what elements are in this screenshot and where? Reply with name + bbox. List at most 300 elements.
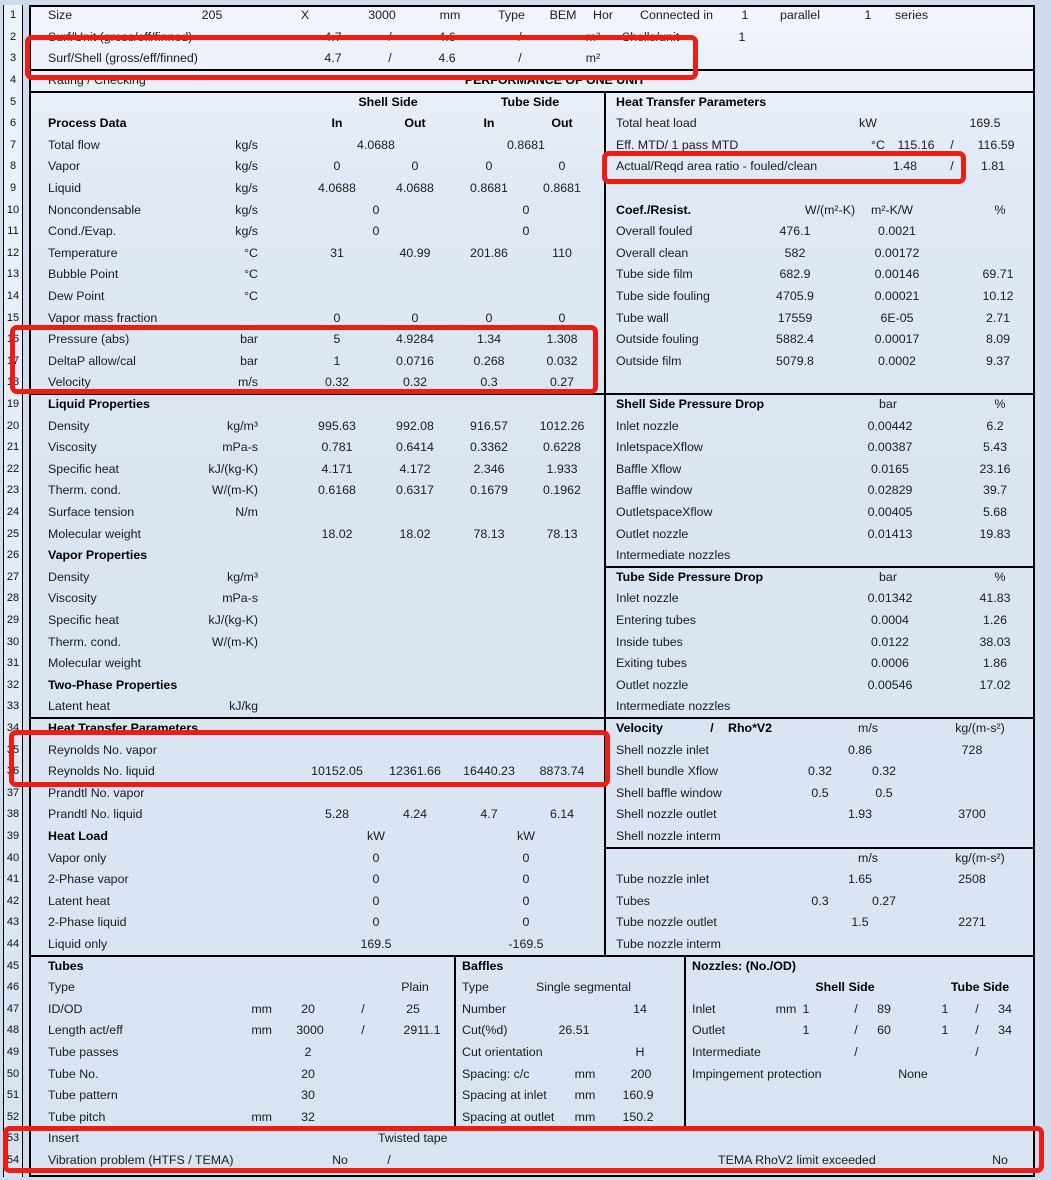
process-left-r10-cell-0: Noncondensable: [48, 202, 142, 217]
row-number-46: 46: [6, 981, 20, 994]
process-left-r38-cell-0: Prandtl No. liquid: [48, 807, 143, 822]
process-left-r20-cell-3: 992.08: [396, 418, 434, 433]
process-left-r23-cell-1: W/(m-K): [211, 483, 258, 498]
process-left-r9-cell-1: kg/s: [235, 181, 258, 195]
process-left-r17-cell-3: 0.0716: [396, 353, 434, 368]
process-left-r14-cell-1: °C: [244, 289, 258, 303]
htp-right-r43-cell-1: 1.5: [851, 915, 869, 930]
row-number-16: 16: [6, 333, 20, 346]
process-left-r36-cell-3: 16440.23: [463, 764, 515, 779]
process-left-r43-cell-0: 2-Phase liquid: [48, 915, 127, 930]
nozzles-r49-cell-2: /: [975, 1045, 979, 1059]
htp-right-r13-cell-0: Tube side film: [616, 267, 693, 282]
process-left-r7-cell-0: Total flow: [48, 137, 100, 152]
bottom-r54-cell-0: Vibration problem (HTFS / TEMA): [48, 1153, 234, 1167]
baffles-r50-cell-0: Spacing: c/c: [462, 1066, 530, 1081]
baffles-r46-cell-1: Single segmental: [536, 980, 632, 995]
process-left-r27-cell-1: kg/m³: [227, 569, 258, 584]
process-left-r10-cell-2: 0: [372, 202, 380, 217]
htp-right-r34-cell-2: Rho*V2: [728, 721, 773, 735]
tubes-r47-cell-2: 20: [301, 1001, 315, 1016]
htp-right-r20-cell-0: Inlet nozzle: [616, 418, 679, 433]
htp-right-r32-cell-0: Outlet nozzle: [616, 677, 689, 692]
baffles-r50-cell-2: 200: [630, 1066, 652, 1081]
process-left-r27-cell-0: Density: [48, 569, 90, 584]
htp-right-r19-cell-1: bar: [879, 397, 897, 411]
row-number-11: 11: [7, 225, 19, 238]
htp-right-r32-cell-1: 0.00546: [867, 677, 913, 692]
process-left-r41-cell-0: 2-Phase vapor: [48, 872, 129, 887]
nozzles-r48-cell-5: /: [975, 1023, 979, 1038]
process-left-r36-cell-0: Reynolds No. liquid: [48, 764, 155, 779]
tubes-r49-cell-1: 2: [304, 1045, 312, 1059]
row-number-44: 44: [6, 938, 20, 950]
tubes-r52-cell-0: Tube pitch: [48, 1109, 106, 1124]
process-left-r18-cell-4: 0.3: [480, 375, 498, 390]
process-left-r25-cell-0: Molecular weight: [48, 526, 141, 541]
process-left-r18-cell-3: 0.32: [402, 375, 428, 390]
baffles-r52-cell-2: 150.2: [622, 1109, 654, 1124]
htp-right-r15-cell-2: 6E-05: [880, 310, 914, 325]
nozzles-r47-cell-2: 1: [802, 1001, 810, 1016]
process-left-r31-cell-0: Molecular weight: [48, 656, 141, 671]
htp-right-r22-cell-0: Baffle Xflow: [616, 461, 682, 476]
htp-right-r14-cell-2: 0.00021: [874, 289, 920, 303]
highlight-insert-vibration: [3, 1126, 1044, 1173]
top-r1-cell-9: 1: [741, 8, 749, 23]
nozzles-r50-cell-1: None: [898, 1066, 928, 1081]
htp-right-r14-cell-3: 10.12: [982, 289, 1014, 303]
htp-right-r36-cell-1: 0.32: [807, 764, 833, 779]
htp-right-r14-cell-1: 4705.9: [776, 289, 814, 303]
row-number-53: 53: [6, 1132, 20, 1145]
htp-right-r6-cell-2: 169.5: [969, 116, 1001, 131]
row-number-32: 32: [6, 678, 20, 691]
htp-right-r8-cell-2: /: [950, 159, 954, 174]
tubes-r49-cell-0: Tube passes: [48, 1045, 119, 1059]
htp-right-r34-cell-1: /: [710, 721, 714, 735]
baffles-r52-cell-1: mm: [574, 1109, 596, 1124]
process-left-r15-cell-1: 0: [333, 310, 341, 325]
htp-right-r11-cell-1: 476.1: [779, 224, 811, 239]
htp-right-r13-cell-3: 69.71: [982, 267, 1014, 282]
htp-right-r17-cell-3: 9.37: [985, 353, 1011, 368]
row-number-26: 26: [6, 549, 20, 562]
highlight-reynolds: [9, 730, 610, 787]
process-left-r22-cell-5: 1.933: [546, 461, 578, 476]
htp-right-r27-cell-1: bar: [879, 569, 897, 584]
process-left-r23-cell-4: 0.1679: [470, 483, 508, 498]
process-left-r9-cell-4: 0.8681: [470, 181, 508, 195]
process-left-r6-cell-2: Out: [404, 116, 426, 131]
process-left-r40-cell-1: 0: [372, 850, 380, 865]
process-left-r38-cell-2: 4.24: [402, 807, 428, 822]
process-left-r14-cell-0: Dew Point: [48, 289, 105, 303]
row-number-50: 50: [6, 1067, 20, 1080]
tubes-r46-cell-0: Type: [48, 980, 75, 995]
htp-right-r12-cell-0: Overall clean: [616, 245, 689, 260]
tubes-r50-cell-1: 20: [301, 1066, 315, 1081]
process-left-r6-cell-4: Out: [551, 116, 573, 131]
process-left-r30-cell-1: W/(m-K): [211, 634, 258, 649]
process-left-r22-cell-3: 4.172: [399, 461, 431, 476]
htp-right-r15-cell-3: 2.71: [985, 310, 1011, 325]
row-number-39: 39: [6, 830, 20, 842]
baffles-r51-cell-1: mm: [574, 1088, 596, 1103]
process-left-r34-cell-0: Heat Transfer Parameters: [48, 721, 199, 735]
row-number-33: 33: [6, 700, 20, 713]
top-r3-cell-4: /: [518, 51, 522, 66]
row-number-48: 48: [6, 1024, 20, 1037]
row-number-21: 21: [6, 441, 20, 454]
process-left-r21-cell-3: 0.6414: [396, 440, 434, 455]
htp-right-r23-cell-2: 39.7: [982, 483, 1008, 498]
process-left-r40-cell-2: 0: [522, 850, 530, 865]
top-r1-cell-10: parallel: [780, 8, 820, 23]
process-left-r22-cell-0: Specific heat: [48, 461, 119, 476]
htp-right-r44-cell-0: Tube nozzle interm: [616, 937, 721, 951]
process-left-r12-cell-4: 201.86: [470, 245, 508, 260]
process-left-r12-cell-5: 110: [552, 245, 572, 260]
tubes-r50-cell-0: Tube No.: [48, 1066, 99, 1081]
top-r1-cell-5: Type: [498, 8, 525, 23]
nozzles-r48-cell-4: 1: [941, 1023, 949, 1038]
row-number-1: 1: [9, 9, 17, 22]
process-left-r33-cell-0: Latent heat: [48, 699, 111, 714]
nozzles-r47-cell-6: /: [975, 1001, 979, 1016]
row-number-36: 36: [6, 765, 20, 778]
process-left-r22-cell-2: 4.171: [321, 461, 353, 476]
htp-right-r7-cell-3: /: [950, 137, 954, 152]
htp-right-r21-cell-2: 5.43: [982, 440, 1008, 455]
htp-right-r7-cell-1: °C: [871, 137, 885, 152]
row-number-51: 51: [6, 1089, 20, 1102]
htp-right-r26-cell-0: Intermediate nozzles: [616, 548, 731, 563]
process-left-r23-cell-0: Therm. cond.: [48, 483, 121, 498]
nozzles-r47-cell-0: Inlet: [692, 1001, 716, 1016]
process-left-r36-cell-2: 12361.66: [389, 764, 441, 779]
row-number-37: 37: [6, 786, 20, 799]
row-number-2: 2: [9, 30, 17, 43]
htp-right-r34-cell-0: Velocity: [616, 721, 663, 735]
tubes-r47-cell-3: /: [361, 1001, 365, 1016]
row-number-38: 38: [6, 808, 20, 821]
htp-right-r17-cell-1: 5079.8: [776, 353, 814, 368]
htp-right-r7-cell-2: 115.16: [897, 137, 935, 152]
htp-right-r35-cell-2: 728: [961, 742, 983, 757]
process-left-r6-cell-1: In: [331, 116, 343, 131]
baffles-r45-cell-0: Baffles: [462, 958, 504, 973]
htp-right-r10-cell-1: W/(m²-K): [804, 202, 856, 217]
top-r1-cell-1: 205: [201, 8, 223, 23]
process-left-r21-cell-5: 0.6228: [543, 440, 581, 455]
process-left-r43-cell-2: 0: [522, 915, 530, 930]
top-r3-cell-5: m²: [585, 51, 601, 66]
process-left-r24-cell-1: N/m: [235, 505, 258, 519]
process-left-r16-cell-5: 1.308: [546, 332, 578, 347]
row-number-18: 18: [6, 376, 20, 389]
row-number-47: 47: [6, 1002, 20, 1015]
nozzles-r48-cell-6: 34: [998, 1023, 1012, 1038]
bottom-r53-cell-1: Twisted tape: [378, 1131, 448, 1146]
row-number-19: 19: [6, 398, 20, 410]
process-left-r12-cell-1: °C: [244, 245, 258, 260]
tubes-r51-cell-1: 30: [301, 1088, 315, 1103]
process-left-r25-cell-4: 78.13: [546, 526, 578, 541]
tubes-r47-cell-1: mm: [251, 1001, 272, 1016]
htp-right-r29-cell-1: 0.0004: [871, 613, 909, 627]
bottom-r54-cell-4: No: [992, 1153, 1008, 1167]
process-left-r18-cell-2: 0.32: [324, 375, 350, 390]
process-left-r38-cell-4: 6.14: [549, 807, 575, 822]
process-left-r30-cell-0: Therm. cond.: [48, 634, 121, 649]
process-left-r11-cell-3: 0: [522, 224, 530, 239]
htp-right-r40-cell-1: kg/(m-s²): [955, 850, 1005, 865]
htp-right-r6-cell-1: kW: [859, 116, 877, 131]
process-left-r23-cell-5: 0.1962: [543, 483, 581, 498]
tubes-r48-cell-0: Length act/eff: [48, 1023, 123, 1038]
process-left-r8-cell-0: Vapor: [48, 159, 81, 174]
htp-right-r28-cell-0: Inlet nozzle: [616, 591, 679, 606]
htp-right-r6-cell-0: Total heat load: [616, 116, 697, 131]
htp-right-r11-cell-0: Overall fouled: [616, 224, 693, 239]
process-left-r18-cell-1: m/s: [238, 375, 258, 390]
baffles-r47-cell-0: Number: [462, 1001, 507, 1016]
htp-right-r31-cell-0: Exiting tubes: [616, 656, 687, 671]
process-left-r7-cell-1: kg/s: [235, 137, 258, 152]
top-r4-cell-1: PERFORMANCE OF ONE UNIT: [464, 73, 646, 87]
top-r1-cell-4: mm: [439, 8, 461, 23]
process-left-r26-cell-0: Vapor Properties: [48, 548, 148, 563]
htp-right-r37-cell-0: Shell baffle window: [616, 785, 722, 800]
htp-right-r41-cell-1: 1.65: [847, 872, 873, 887]
process-left-r25-cell-3: 78.13: [473, 526, 505, 541]
htp-right-r20-cell-2: 6.2: [986, 418, 1004, 433]
process-left-r20-cell-2: 995.63: [318, 418, 356, 433]
htp-right-r16-cell-0: Outside fouling: [616, 332, 699, 347]
top-r1-cell-12: series: [895, 8, 929, 23]
process-left-r5-cell-1: Tube Side: [500, 94, 560, 109]
htp-right-r31-cell-1: 0.0006: [871, 656, 909, 671]
nozzles-r48-cell-0: Outlet: [692, 1023, 726, 1038]
htp-right-r10-cell-0: Coef./Resist.: [616, 202, 692, 217]
tubes-r48-cell-4: 2911.1: [403, 1023, 441, 1038]
bottom-r54-cell-2: /: [387, 1153, 391, 1167]
row-number-34: 34: [6, 722, 20, 734]
process-left-r22-cell-4: 2.346: [473, 461, 505, 476]
row-number-4: 4: [9, 74, 17, 86]
tubes-r47-cell-0: ID/OD: [48, 1001, 83, 1016]
process-left-r17-cell-4: 0.268: [473, 353, 505, 368]
htp-right-r16-cell-3: 8.09: [985, 332, 1011, 347]
htp-right-r36-cell-2: 0.32: [871, 764, 897, 779]
row-number-40: 40: [6, 851, 20, 864]
process-left-r8-cell-2: 0: [333, 159, 341, 174]
process-left-r10-cell-1: kg/s: [235, 202, 258, 217]
divider-baffles-nozzles: [684, 955, 686, 1128]
process-left-r29-cell-0: Specific heat: [48, 613, 119, 627]
row-number-27: 27: [6, 570, 20, 583]
process-left-r13-cell-1: °C: [244, 267, 258, 282]
process-left-r41-cell-2: 0: [522, 872, 530, 887]
htp-right-r22-cell-2: 23.16: [979, 461, 1011, 476]
process-left-r42-cell-1: 0: [372, 893, 380, 908]
process-left-r8-cell-3: 0: [411, 159, 419, 174]
htp-right-r17-cell-0: Outside film: [616, 353, 682, 368]
htp-right-r24-cell-1: 0.00405: [867, 505, 913, 519]
process-left-r28-cell-1: mPa-s: [222, 591, 258, 606]
process-left-r12-cell-3: 40.99: [399, 245, 431, 260]
nozzles-r47-cell-1: mm: [775, 1001, 797, 1016]
nozzles-r45-cell-0: Nozzles: (No./OD): [692, 958, 796, 973]
process-left-r44-cell-0: Liquid only: [48, 937, 108, 951]
htp-right-r25-cell-1: 0.01413: [867, 526, 913, 541]
process-left-r15-cell-2: 0: [411, 310, 419, 325]
htp-right-r13-cell-2: 0.00146: [874, 267, 920, 282]
htp-right-r35-cell-0: Shell nozzle inlet: [616, 742, 709, 757]
htp-right-r25-cell-2: 19.83: [979, 526, 1011, 541]
nozzles-r49-cell-0: Intermediate: [692, 1045, 761, 1059]
htp-right-r25-cell-0: Outlet nozzle: [616, 526, 689, 541]
nozzles-r49-cell-1: /: [854, 1045, 858, 1059]
nozzles-r47-cell-5: 1: [941, 1001, 949, 1016]
process-left-r42-cell-0: Latent heat: [48, 893, 111, 908]
htp-right-r24-cell-2: 5.68: [982, 505, 1008, 519]
bottom-r54-cell-1: No: [332, 1153, 348, 1167]
row-number-52: 52: [6, 1110, 20, 1123]
top-r2-cell-3: 4.6: [438, 29, 456, 44]
htp-right-r21-cell-1: 0.00387: [867, 440, 913, 455]
top-r1-cell-8: Connected in: [640, 8, 714, 23]
baffles-r48-cell-0: Cut(%d): [462, 1023, 508, 1038]
htp-right-r37-cell-1: 0.5: [811, 785, 829, 800]
process-left-r9-cell-2: 4.0688: [318, 181, 356, 195]
htp-right-r16-cell-2: 0.00017: [874, 332, 920, 347]
htp-right-r29-cell-0: Entering tubes: [616, 613, 696, 627]
baffles-r46-cell-0: Type: [462, 980, 489, 995]
process-left-r28-cell-0: Viscosity: [48, 591, 97, 606]
nozzles-r46-cell-0: Shell Side: [815, 980, 875, 995]
process-left-r39-cell-2: kW: [517, 829, 535, 843]
process-left-r17-cell-0: DeltaP allow/cal: [48, 353, 136, 368]
baffles-r47-cell-1: 14: [633, 1001, 647, 1016]
baffles-r51-cell-2: 160.9: [622, 1088, 654, 1103]
htp-right-r43-cell-2: 2271: [958, 915, 986, 930]
nozzles-r48-cell-3: 60: [877, 1023, 891, 1038]
process-left-r20-cell-4: 916.57: [470, 418, 508, 433]
top-r1-cell-2: X: [300, 8, 310, 23]
process-left-r44-cell-1: 169.5: [360, 937, 392, 951]
baffles-r49-cell-0: Cut orientation: [462, 1045, 543, 1059]
htp-right-r14-cell-0: Tube side fouling: [616, 289, 710, 303]
process-left-r6-cell-3: In: [483, 116, 495, 131]
bottom-r54-cell-3: TEMA RhoV2 limit exceeded: [718, 1153, 876, 1167]
process-left-r17-cell-5: 0.032: [546, 353, 578, 368]
process-left-r9-cell-3: 4.0688: [396, 181, 434, 195]
process-left-r8-cell-4: 0: [485, 159, 493, 174]
process-left-r8-cell-1: kg/s: [235, 159, 258, 174]
highlight-surf-shell: [25, 35, 698, 80]
htp-right-r41-cell-2: 2508: [958, 872, 986, 887]
htp-right-r16-cell-1: 5882.4: [776, 332, 814, 347]
process-left-r19-cell-0: Liquid Properties: [48, 397, 150, 411]
row-number-15: 15: [6, 311, 20, 324]
process-left-r15-cell-4: 0: [558, 310, 566, 325]
process-left-r11-cell-1: kg/s: [235, 224, 258, 239]
row-number-30: 30: [6, 635, 20, 648]
tubes-r47-cell-4: 25: [406, 1001, 420, 1016]
htp-right-r29-cell-2: 1.26: [982, 613, 1008, 627]
row-number-13: 13: [6, 268, 20, 281]
top-r2-cell-0: Surf/Unit (gross/eff/finned): [48, 29, 193, 44]
process-left-r6-cell-0: Process Data: [48, 116, 127, 131]
tubes-r52-cell-1: mm: [251, 1109, 272, 1124]
htp-right-r28-cell-2: 41.83: [979, 591, 1011, 606]
process-left-r21-cell-4: 0.3362: [470, 440, 508, 455]
htp-right-r38-cell-0: Shell nozzle outlet: [616, 807, 717, 822]
row-number-23: 23: [6, 484, 20, 497]
htp-right-r23-cell-0: Baffle window: [616, 483, 693, 498]
htp-right-r42-cell-0: Tubes: [616, 893, 650, 908]
process-left-r5-cell-0: Shell Side: [358, 94, 418, 109]
process-left-r10-cell-3: 0: [522, 202, 530, 217]
htp-right-r27-cell-0: Tube Side Pressure Drop: [616, 569, 764, 584]
htp-right-r13-cell-1: 682.9: [779, 267, 811, 282]
htp-right-r20-cell-1: 0.00442: [867, 418, 913, 433]
htp-right-r41-cell-0: Tube nozzle inlet: [616, 872, 710, 887]
row-number-35: 35: [6, 743, 20, 756]
row-number-22: 22: [6, 462, 20, 475]
tubes-r46-cell-1: Plain: [401, 980, 429, 995]
process-left-r38-cell-1: 5.28: [324, 807, 350, 822]
htp-right-r15-cell-0: Tube wall: [616, 310, 669, 325]
top-r1-cell-6: BEM: [549, 8, 577, 23]
baffles-r52-cell-0: Spacing at outlet: [462, 1109, 555, 1124]
top-r2-cell-1: 4.7: [324, 29, 342, 44]
row-number-54: 54: [6, 1154, 20, 1166]
htp-right-r22-cell-1: 0.0165: [871, 461, 909, 476]
process-left-r25-cell-1: 18.02: [321, 526, 353, 541]
htp-right-r40-cell-0: m/s: [858, 850, 878, 865]
row-number-12: 12: [6, 246, 20, 259]
process-left-r21-cell-0: Viscosity: [48, 440, 97, 455]
row-number-8: 8: [9, 160, 17, 173]
process-left-r7-cell-2: 4.0688: [357, 137, 395, 152]
htp-right-r21-cell-0: InletspaceXflow: [616, 440, 703, 455]
top-r3-cell-1: 4.7: [324, 51, 342, 66]
process-left-r16-cell-3: 4.9284: [396, 332, 434, 347]
process-left-r37-cell-0: Prandtl No. vapor: [48, 785, 145, 800]
nozzles-r47-cell-3: /: [854, 1001, 858, 1016]
nozzles-r47-cell-4: 89: [877, 1001, 891, 1016]
process-left-r22-cell-1: kJ/(kg-K): [208, 461, 258, 476]
htp-right-r30-cell-1: 0.0122: [871, 634, 909, 649]
htp-right-r28-cell-1: 0.01342: [867, 591, 913, 606]
process-left-r33-cell-1: kJ/kg: [229, 699, 258, 714]
row-number-25: 25: [6, 527, 20, 540]
tubes-r51-cell-0: Tube pattern: [48, 1088, 118, 1103]
htp-right-r34-cell-4: kg/(m-s²): [955, 721, 1005, 735]
htp-right-r37-cell-2: 0.5: [875, 785, 893, 800]
row-number-42: 42: [6, 894, 20, 907]
process-left-r9-cell-0: Liquid: [48, 181, 82, 195]
row-number-6: 6: [9, 117, 17, 130]
process-left-r20-cell-0: Density: [48, 418, 90, 433]
process-left-r15-cell-3: 0: [485, 310, 493, 325]
process-left-r17-cell-2: 1: [333, 353, 341, 368]
htp-right-r10-cell-3: %: [994, 202, 1006, 217]
process-left-r16-cell-2: 5: [333, 332, 341, 347]
